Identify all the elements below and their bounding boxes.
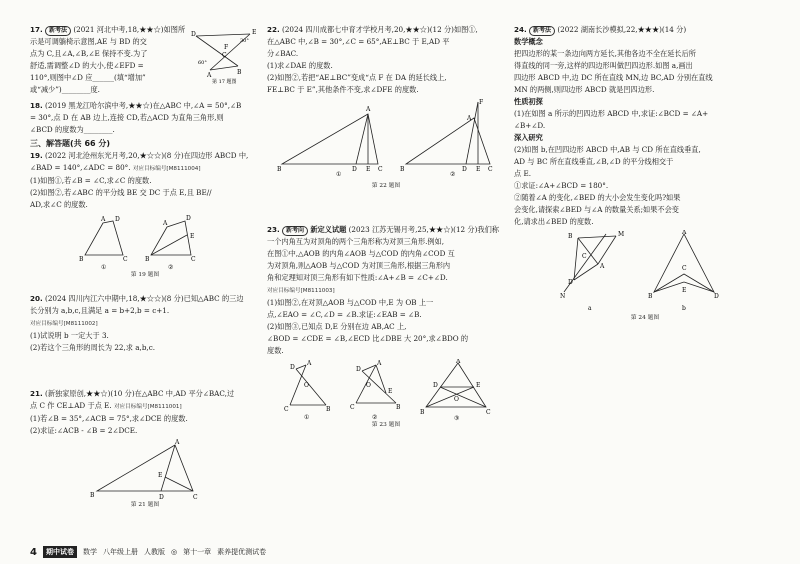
- text-line: 示是可调躺椅示意图,AE 与 BD 的交: [30, 37, 147, 46]
- text-line: 我们称: [477, 225, 499, 234]
- figure-19: [75, 213, 215, 271]
- svg-text:60°: 60°: [198, 60, 207, 66]
- sub-question: (2)若这个三角形的周长为 22,求 a,b,c.: [30, 343, 156, 352]
- svg-text:E: E: [388, 388, 393, 395]
- target-code: 对应目标编号[M8111002]: [30, 321, 98, 327]
- question-17: [30, 24, 260, 96]
- sub-question: (1)试说明 b 一定大于 3.: [30, 331, 109, 340]
- svg-text:②: ②: [372, 414, 378, 421]
- svg-text:C: C: [191, 256, 196, 263]
- text-line: AD 与 BC 所在直线垂直,∠B,∠D 的平分线相交于: [514, 157, 674, 166]
- text-line: ∠BCD 的度数为________.: [30, 125, 115, 134]
- text-line: 或“减少”)________度.: [30, 85, 100, 94]
- svg-text:第 17 题图: 第 17 题图: [212, 79, 237, 84]
- svg-text:C: C: [193, 494, 198, 501]
- svg-text:B: B: [396, 404, 401, 411]
- svg-text:C: C: [222, 52, 227, 59]
- figure-22: [276, 98, 496, 176]
- footer-grade: 八年级上册: [102, 548, 138, 556]
- sub-question: (2)如图③,已知点 D,E 分别在边 AB,AC 上,: [267, 322, 407, 331]
- svg-text:O: O: [366, 382, 371, 389]
- sub-question: (1)若∠B = 35°,∠ACB = 75°,求∠DCE 的度数.: [30, 414, 188, 423]
- svg-text:①: ①: [304, 414, 310, 421]
- svg-text:E: E: [252, 29, 257, 36]
- column-left: [30, 24, 260, 509]
- svg-text:D: D: [352, 166, 357, 173]
- footer-title: 素养提优测试卷: [217, 548, 267, 556]
- svg-text:D: D: [191, 31, 196, 38]
- svg-text:F: F: [224, 44, 229, 51]
- sub-question: 点,∠EAO = ∠C,∠D = ∠B.求证:∠EAB = ∠B.: [267, 310, 422, 319]
- text-line: 为对顶角,则△AOB 与△COD 为对顶三角形,根据三角形内: [267, 261, 451, 270]
- text-line: 把四边形的某一条边向两方延长,其他各边不全在延长后所: [514, 49, 696, 58]
- question-number: 24.: [514, 25, 527, 34]
- text-line: ∠B+∠D.: [514, 121, 546, 130]
- svg-text:A: A: [682, 230, 687, 236]
- text-line: MN 的两侧,则四边形 ABCD 就是凹四边形.: [514, 85, 655, 94]
- svg-text:A: A: [207, 72, 212, 79]
- sub-question: (2)如图②,若把“AE⊥BC”变成“点 F 在 DA 的延长线上,: [267, 73, 447, 82]
- sub-question: (1)如图②,在对顶△AOB 与△COD 中,E 为 OB 上一: [267, 298, 434, 307]
- source: (2024 四川内江六中期中,18,★☆☆)(8 分): [45, 294, 184, 303]
- footer-chapter: 第十一章: [183, 548, 212, 556]
- text-line: 长分别为 a,b,c,且满足 a = b+2,b = c+1.: [30, 306, 170, 315]
- svg-text:B: B: [237, 69, 242, 76]
- svg-text:C: C: [488, 166, 493, 173]
- svg-text:A: A: [366, 106, 371, 113]
- text-line: 在图①中,△AOB 的内角∠AOB 与△COD 的内角∠COD 互: [267, 249, 455, 258]
- svg-text:B: B: [400, 166, 405, 173]
- text-line: 得直线的同一旁,这样的四边形叫做凹四边形.如图 a,画出: [514, 61, 693, 70]
- brand-label: 期中试卷: [43, 546, 77, 558]
- sub-question: FE⊥BC 于 E”,其他条件不变,求∠DFE 的度数.: [267, 85, 419, 94]
- source: (2021 河北中考,18,★★☆): [73, 25, 164, 34]
- question-23: [267, 224, 505, 429]
- text-line: 舒适,需调整∠D 的大小,使∠EFD =: [30, 61, 144, 70]
- svg-text:C: C: [284, 406, 289, 413]
- sub-question: (2)如图②,若∠ABC 的平分线 BE 交 DC 于点 E,且 BE//: [30, 188, 212, 197]
- figure-caption: 第 23 题图: [371, 422, 401, 428]
- svg-text:C: C: [123, 256, 128, 263]
- question-number: 23.: [267, 225, 280, 234]
- subheading: 数学概念: [514, 37, 543, 46]
- figure-21: [85, 439, 205, 501]
- figure-caption: 第 22 题图: [371, 183, 401, 189]
- svg-text:C: C: [486, 409, 491, 416]
- text-line: 点为 C,且∠A,∠B,∠E 保持不变.为了: [30, 49, 148, 58]
- text-line: 如图所: [163, 25, 186, 34]
- text-line: 四边形 ABCD 中,边 DC 所在直线 MN,边 BC,AD 分别在直线: [514, 73, 713, 82]
- text-line: (1)在如图 a 所示的凹四边形 ABCD 中,求证:∠BCD = ∠A+: [514, 109, 709, 118]
- sub-question: AD,求∠C 的度数.: [30, 200, 88, 209]
- svg-text:B: B: [79, 256, 84, 263]
- tag-badge: 新考向: [282, 226, 308, 236]
- svg-text:②: ②: [168, 264, 174, 271]
- question-21: [30, 388, 260, 509]
- source: (2022 河北沧州东光月考,20,★☆☆)(8 分): [45, 151, 184, 160]
- figure-24: [554, 230, 754, 314]
- target-code: 对应目标编号[M8111003]: [267, 288, 335, 294]
- svg-text:D: D: [115, 216, 120, 223]
- target-code: 对应目标编号[M8111001]: [113, 404, 182, 410]
- target-code: 对应目标编号[M8111004]: [132, 166, 201, 172]
- svg-text:D: D: [290, 364, 295, 371]
- svg-text:E: E: [366, 166, 371, 173]
- svg-text:E: E: [158, 472, 163, 479]
- text-line: ②随着∠A 的变化,∠BED 的大小会发生变化吗?如果: [514, 193, 681, 202]
- column-middle: [267, 24, 505, 429]
- svg-text:D: D: [186, 215, 191, 222]
- svg-text:b: b: [682, 305, 686, 312]
- svg-text:D: D: [714, 293, 719, 300]
- text-line: 化,请求出∠BED 的度数.: [514, 217, 594, 226]
- question-18: [30, 100, 260, 136]
- svg-text:D: D: [462, 166, 467, 173]
- svg-text:E: E: [682, 287, 687, 294]
- sub-question: (2)求证:∠ACB - ∠B = 2∠DCE.: [30, 426, 138, 435]
- text-line: ∠BAD = 140°,∠ADC = 80°.: [30, 163, 131, 172]
- subheading: 深入研究: [514, 133, 543, 142]
- text-line: 在四边形 ABCD 中,: [183, 151, 249, 160]
- question-number: 17.: [30, 25, 43, 34]
- svg-text:B: B: [145, 256, 150, 263]
- figure-17: [190, 24, 260, 84]
- text-line: 如图①,: [453, 25, 478, 34]
- text-line: 110°,则图中∠D 应______(填“增加”: [30, 73, 146, 82]
- svg-text:③: ③: [454, 415, 460, 421]
- page-footer: [30, 546, 266, 558]
- svg-text:O: O: [304, 382, 309, 389]
- svg-text:①: ①: [336, 171, 342, 176]
- figure-caption: 第 19 题图: [130, 272, 160, 278]
- svg-text:D: D: [159, 494, 164, 501]
- svg-text:E: E: [190, 233, 195, 240]
- question-number: 22.: [267, 25, 280, 34]
- text-line: 在△ABC 中,∠B = 30°,∠C = 65°,AE⊥BC 于 E,AD 平: [267, 37, 450, 46]
- text-line: 在△ABC 中,AD 平分∠BAC,过: [134, 389, 235, 398]
- text-line: 一个内角互为对顶角的两个三角形称为对顶三角形.例如,: [267, 237, 445, 246]
- text-line: 已知△ABC 的三边: [183, 294, 244, 303]
- svg-text:A: A: [101, 216, 106, 223]
- text-line: 角和定理知对顶三角形有如下性质:∠A+∠B = ∠C+∠D.: [267, 273, 448, 282]
- svg-text:②: ②: [450, 171, 456, 176]
- svg-text:D: D: [568, 279, 573, 286]
- footer-edition: 人教版: [143, 548, 165, 556]
- svg-text:A: A: [377, 360, 382, 367]
- svg-text:E: E: [476, 166, 481, 173]
- svg-text:A: A: [456, 359, 461, 365]
- text-line: 在△ABC 中,∠A = 50°,∠B: [152, 101, 242, 110]
- svg-text:A: A: [175, 439, 180, 446]
- question-19: [30, 150, 260, 279]
- question-number: 20.: [30, 294, 43, 303]
- question-22: [267, 24, 505, 190]
- figure-23: [276, 359, 496, 421]
- svg-text:a: a: [588, 305, 592, 312]
- source: (2022 湖南长沙模拟,22,★★★)(14 分): [557, 25, 687, 34]
- text-line: 会变化,请探索∠BED 与∠A 的数量关系;如果不会变: [514, 205, 679, 214]
- svg-text:①: ①: [101, 264, 107, 271]
- sub-question: 度数.: [267, 346, 284, 355]
- svg-text:C: C: [582, 253, 587, 260]
- svg-text:B: B: [90, 492, 95, 499]
- svg-text:B: B: [277, 166, 282, 173]
- svg-text:C: C: [378, 166, 383, 173]
- svg-text:E: E: [476, 382, 481, 389]
- svg-text:C: C: [350, 404, 355, 411]
- svg-text:B: B: [648, 293, 653, 300]
- sub-question: (1)求∠DAE 的度数.: [267, 61, 333, 70]
- source: (2024 四川成都七中育才学校月考,20,★★☆)(12 分): [282, 25, 454, 34]
- text-line: 点 E.: [514, 169, 532, 178]
- question-number: 19.: [30, 151, 43, 160]
- svg-text:O: O: [454, 396, 459, 403]
- svg-text:N: N: [560, 293, 566, 300]
- figure-caption: 第 24 题图: [630, 315, 660, 321]
- svg-text:M: M: [618, 231, 625, 238]
- svg-text:A: A: [467, 115, 472, 122]
- question-number: 21.: [30, 389, 43, 398]
- page-number: 4: [30, 546, 37, 558]
- svg-text:A: A: [600, 263, 605, 270]
- svg-text:B: B: [326, 406, 331, 413]
- figure-caption: 第 21 题图: [130, 502, 160, 508]
- source: (新独家原创,★★☆)(10 分): [45, 389, 135, 398]
- text-line: ①求证:∠A+∠BCD = 180°.: [514, 181, 609, 190]
- sub-question: ∠BOD = ∠CDE = ∠B,∠ECD 比∠DBE 大 20°,求∠BDO 的: [267, 334, 469, 343]
- text-line: (2)如图 b,在凹四边形 ABCD 中,AB 与 CD 所在直线垂直,: [514, 145, 701, 154]
- subheading: 性质初探: [514, 97, 543, 106]
- source: (2023 江苏无锡月考,25,★★☆)(12 分): [348, 225, 478, 234]
- svg-text:A: A: [163, 220, 168, 227]
- question-20: [30, 293, 260, 354]
- source: (2019 黑龙江哈尔滨中考,★★☆): [45, 101, 153, 110]
- footer-divider-icon: ◎: [170, 548, 178, 556]
- svg-text:D: D: [433, 382, 438, 389]
- section-heading: 三、解答题(共 66 分): [30, 139, 111, 148]
- svg-text:F: F: [479, 99, 484, 106]
- svg-text:A: A: [307, 360, 312, 367]
- svg-text:C: C: [682, 265, 687, 272]
- tag-label: 新定义试题: [310, 225, 347, 234]
- column-right: [514, 24, 776, 322]
- text-line: 点 C 作 CE⊥AD 于点 E.: [30, 401, 112, 410]
- text-line: 分∠BAC.: [267, 49, 299, 58]
- tag-badge: 新考法: [45, 26, 71, 36]
- question-number: 18.: [30, 101, 43, 110]
- svg-text:B: B: [420, 409, 425, 416]
- svg-text:D: D: [356, 366, 361, 373]
- text-line: = 30°,点 D 在 AB 边上,连接 CD,若△ACD 为直角三角形,则: [30, 113, 224, 122]
- footer-subject: 数学: [82, 548, 97, 556]
- svg-text:30°: 30°: [240, 38, 249, 44]
- sub-question: (1)如图①,若∠B = ∠C,求∠C 的度数.: [30, 176, 152, 185]
- tag-badge: 新考法: [529, 26, 555, 36]
- svg-text:B: B: [568, 233, 573, 240]
